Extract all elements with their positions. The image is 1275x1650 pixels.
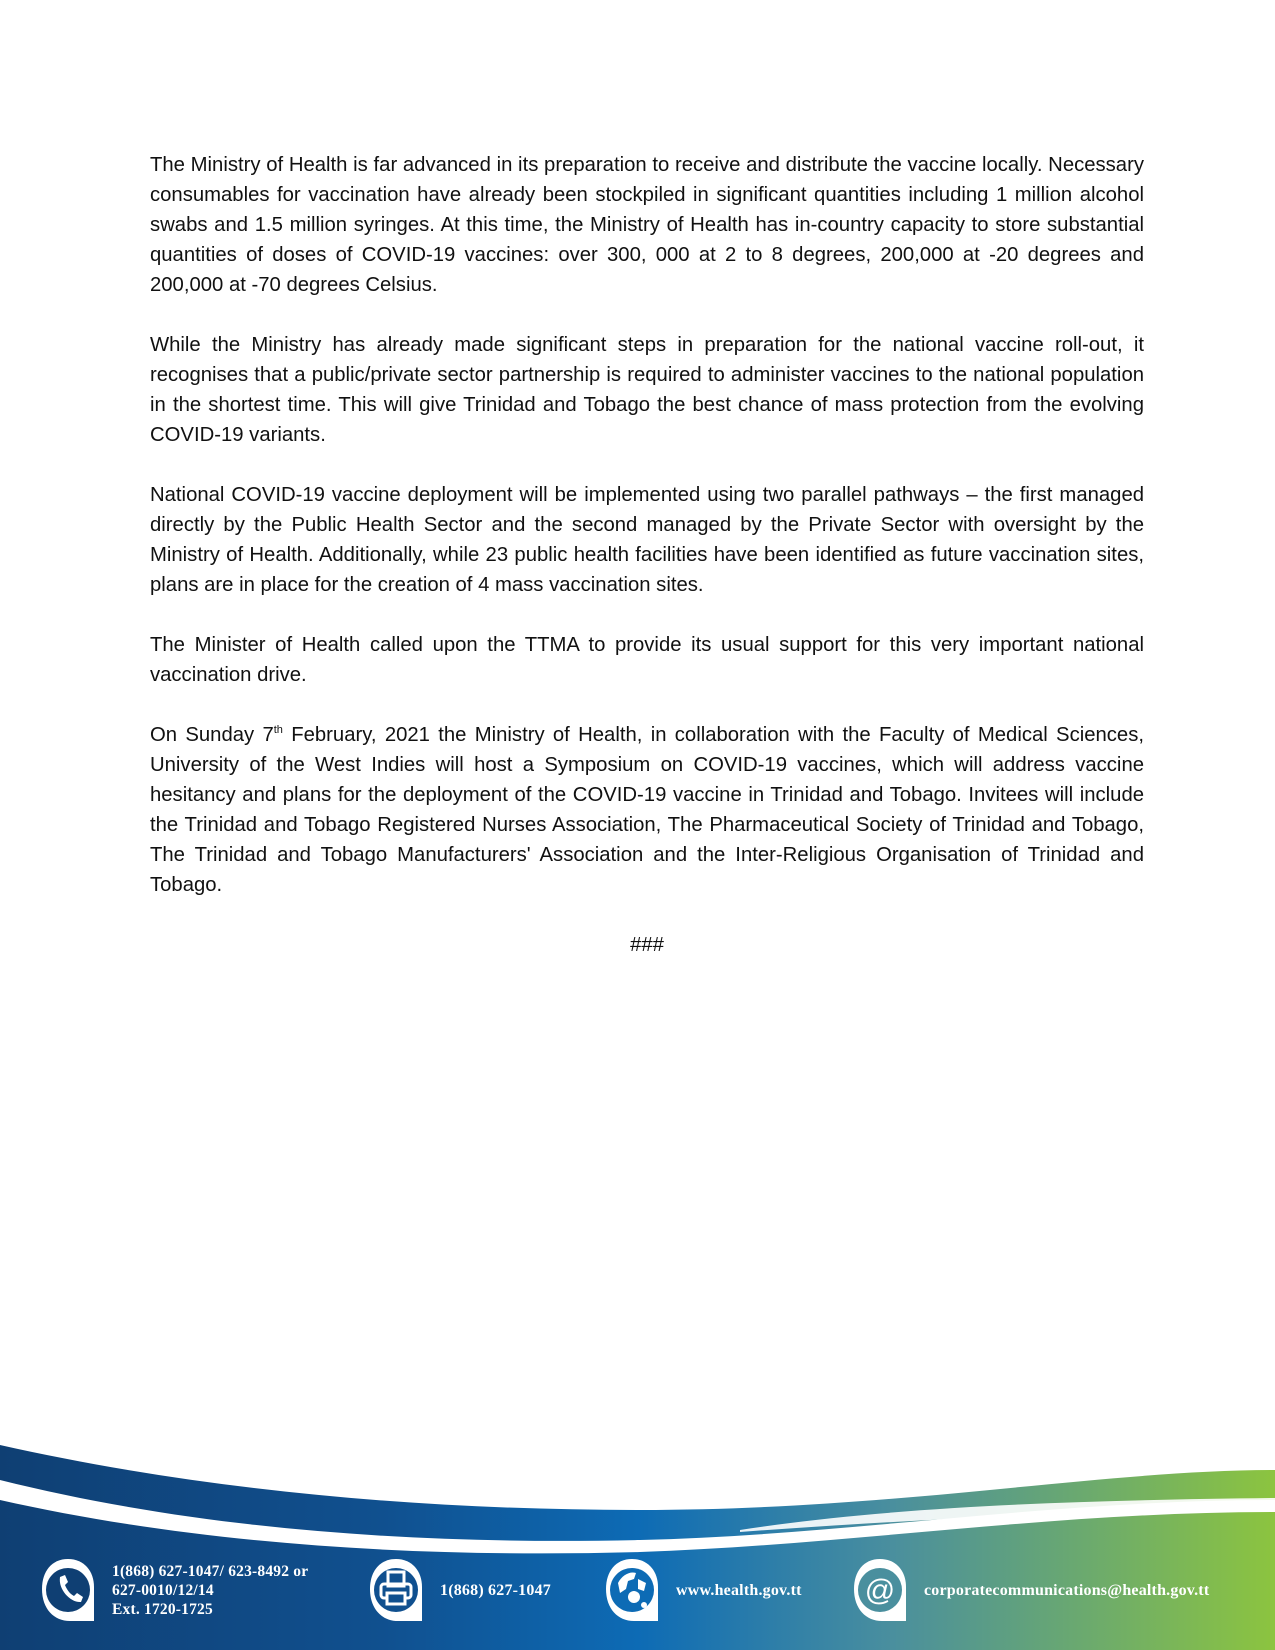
phone-line-1: 1(868) 627-1047/ 623-8492 or bbox=[112, 1562, 309, 1580]
paragraph-public-private-partnership: While the Ministry has already made significant steps in preparation for the national vaccine roll-out, it recognises that a public/private sector partnership is required to administer vaccines to the national population in the shortest time. This will give Trinidad and Tobago the best chance of mass protection from the evolving COVID-19 variants. bbox=[150, 334, 1144, 446]
footer-contact-email bbox=[852, 1557, 1209, 1623]
footer-contact-website bbox=[604, 1557, 802, 1623]
website-link[interactable]: www.health.gov.tt bbox=[676, 1581, 802, 1599]
ordinal-suffix: th bbox=[273, 724, 283, 737]
email-icon bbox=[852, 1557, 908, 1623]
end-marker: ### bbox=[630, 934, 664, 956]
press-release-body bbox=[150, 150, 1144, 960]
fax-icon bbox=[368, 1557, 424, 1623]
footer-contact-fax bbox=[368, 1557, 551, 1623]
email-link[interactable]: corporatecommunications@health.gov.tt bbox=[924, 1581, 1210, 1599]
fax-number: 1(868) 627-1047 bbox=[440, 1581, 551, 1599]
symposium-text-rest: February, 2021 the Ministry of Health, in collaboration with the Faculty of Medical Sciences, University of the West Indies will host a Symposium on COVID-19 vaccines, which will address vaccine hesitancy and plans for the deployment of the COVID-19 vaccine in Trinidad and Tobago. Invitees will include the Trinidad and Tobago Registered Nurses Association, The Pharmaceutical Society of Trinidad and Tobago, The Trinidad and Tobago Manufacturers' Association and the Inter-Religious Organisation of Trinidad and Tobago. bbox=[150, 724, 1144, 896]
paragraph-vaccine-preparation: The Ministry of Health is far advanced in its preparation to receive and distribute the vaccine locally. Necessary consumables for vaccination have already been stockpiled in significant quantities including 1 million alcohol swabs and 1.5 million syringes. At this time, the Ministry of Health has in-country capacity to store substantial quantities of doses of COVID-19 vaccines: over 300, 000 at 2 to 8 degrees, 200,000 at -20 degrees and 200,000 at -70 degrees Celsius. bbox=[150, 154, 1144, 296]
footer-contact-phone bbox=[40, 1557, 308, 1623]
phone-line-2: 627-0010/12/14 bbox=[112, 1581, 214, 1599]
phone-extension: Ext. 1720-1725 bbox=[112, 1600, 213, 1618]
phone-numbers bbox=[112, 1562, 308, 1619]
paragraph-ttma-support: The Minister of Health called upon the TTMA to provide its usual support for this very important national vaccination drive. bbox=[150, 634, 1144, 686]
symposium-text-start: On Sunday 7 bbox=[150, 724, 274, 746]
svg-text:@: @ bbox=[864, 1574, 896, 1607]
phone-icon bbox=[40, 1557, 96, 1623]
globe-icon bbox=[604, 1557, 660, 1623]
paragraph-deployment-pathways: National COVID-19 vaccine deployment will be implemented using two parallel pathways – the first managed directly by the Public Health Sector and the second managed by the Private Sector with oversight by the Ministry of Health. Additionally, while 23 public health facilities have been identified as future vaccination sites, plans are in place for the creation of 4 mass vaccination sites. bbox=[150, 484, 1144, 596]
paragraph-symposium bbox=[150, 720, 1144, 900]
